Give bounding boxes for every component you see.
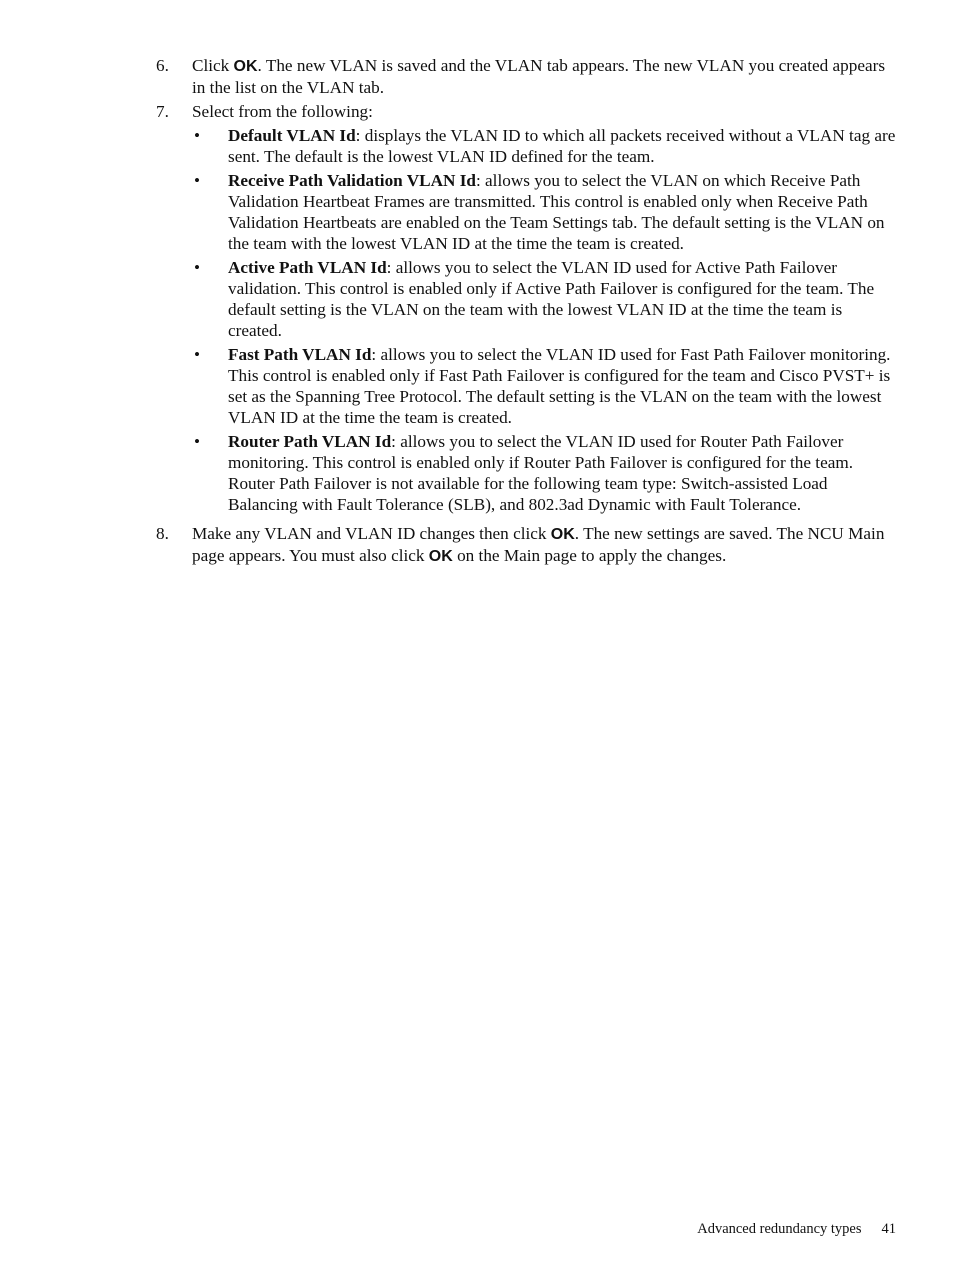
ok-button-label: OK: [428, 548, 453, 565]
description: : allows you to select the VLAN ID used for Fast Path Failover monitoring. This control is enabled only if Fast Path Failover is configured for the team and Cisco PVST+ is set as the Spanning Tree Protocol. The default setting is the VLAN on the team with the lowest VLAN ID at the time the team is created.: [228, 345, 891, 427]
page-footer: [697, 1221, 896, 1238]
term: Default VLAN Id: [228, 126, 356, 145]
bullet-icon: •: [194, 432, 201, 451]
step-8: [150, 523, 900, 567]
step-text: Click: [192, 56, 234, 75]
step-number: 7.: [156, 102, 169, 121]
step-text: . The new VLAN is saved and the VLAN tab appears. The new VLAN you created appears in the list on the VLAN tab.: [192, 56, 886, 97]
bullet-icon: •: [194, 171, 201, 190]
step-6: [150, 55, 900, 98]
ok-button-label: OK: [550, 526, 575, 543]
list-item-fast-path-vlan-id: [192, 344, 900, 428]
step-text: Make any VLAN and VLAN ID changes then click: [192, 524, 551, 543]
footer-section-title: Advanced redundancy types: [697, 1221, 862, 1237]
description: : allows you to select the VLAN ID used for Active Path Failover validation. This control is enabled only if Active Path Failover is configured for the team. The default setting is the VLAN on the team with the lowest VLAN ID at the time the team is created.: [228, 258, 875, 340]
list-item-router-path-vlan-id: [192, 431, 900, 515]
step-text: on the Main page to apply the changes.: [452, 546, 727, 565]
procedure-steps: [150, 55, 900, 570]
list-item-active-path-vlan-id: [192, 257, 900, 341]
bullet-icon: •: [194, 126, 201, 145]
ok-button-label: OK: [233, 58, 258, 75]
description: : displays the VLAN ID to which all packets received without a VLAN tag are sent. The default is the lowest VLAN ID defined for the team.: [228, 126, 896, 166]
step-7: [150, 101, 900, 515]
vlan-options-list: [192, 125, 900, 515]
bullet-icon: •: [194, 258, 201, 277]
description: : allows you to select the VLAN ID used for Router Path Failover monitoring. This control is enabled only if Router Path Failover is configured for the team. Router Path Failover is not available for the following team type: Switch-assisted Load Balancing with Fault Tolerance (SLB), and 802.3ad Dynamic with Fault Tolerance.: [228, 432, 853, 514]
term: Fast Path VLAN Id: [228, 345, 372, 364]
bullet-icon: •: [194, 345, 201, 364]
list-item-receive-path-vlan-id: [192, 170, 900, 254]
step-number: 6.: [156, 56, 169, 75]
step-text: Select from the following:: [192, 102, 373, 121]
step-text: . The new settings are saved. The NCU Main page appears. You must also click: [192, 524, 885, 565]
list-item-default-vlan-id: [192, 125, 900, 167]
description: : allows you to select the VLAN on which Receive Path Validation Heartbeat Frames are transmitted. This control is enabled only when Receive Path Validation Heartbeats are enabled on the Team Settings tab. The default setting is the VLAN on the team with the lowest VLAN ID at the time the team is created.: [228, 171, 885, 253]
step-number: 8.: [156, 524, 169, 543]
term: Router Path VLAN Id: [228, 432, 392, 451]
page-number: 41: [881, 1221, 896, 1237]
term: Active Path VLAN Id: [228, 258, 387, 277]
term: Receive Path Validation VLAN Id: [228, 171, 476, 190]
